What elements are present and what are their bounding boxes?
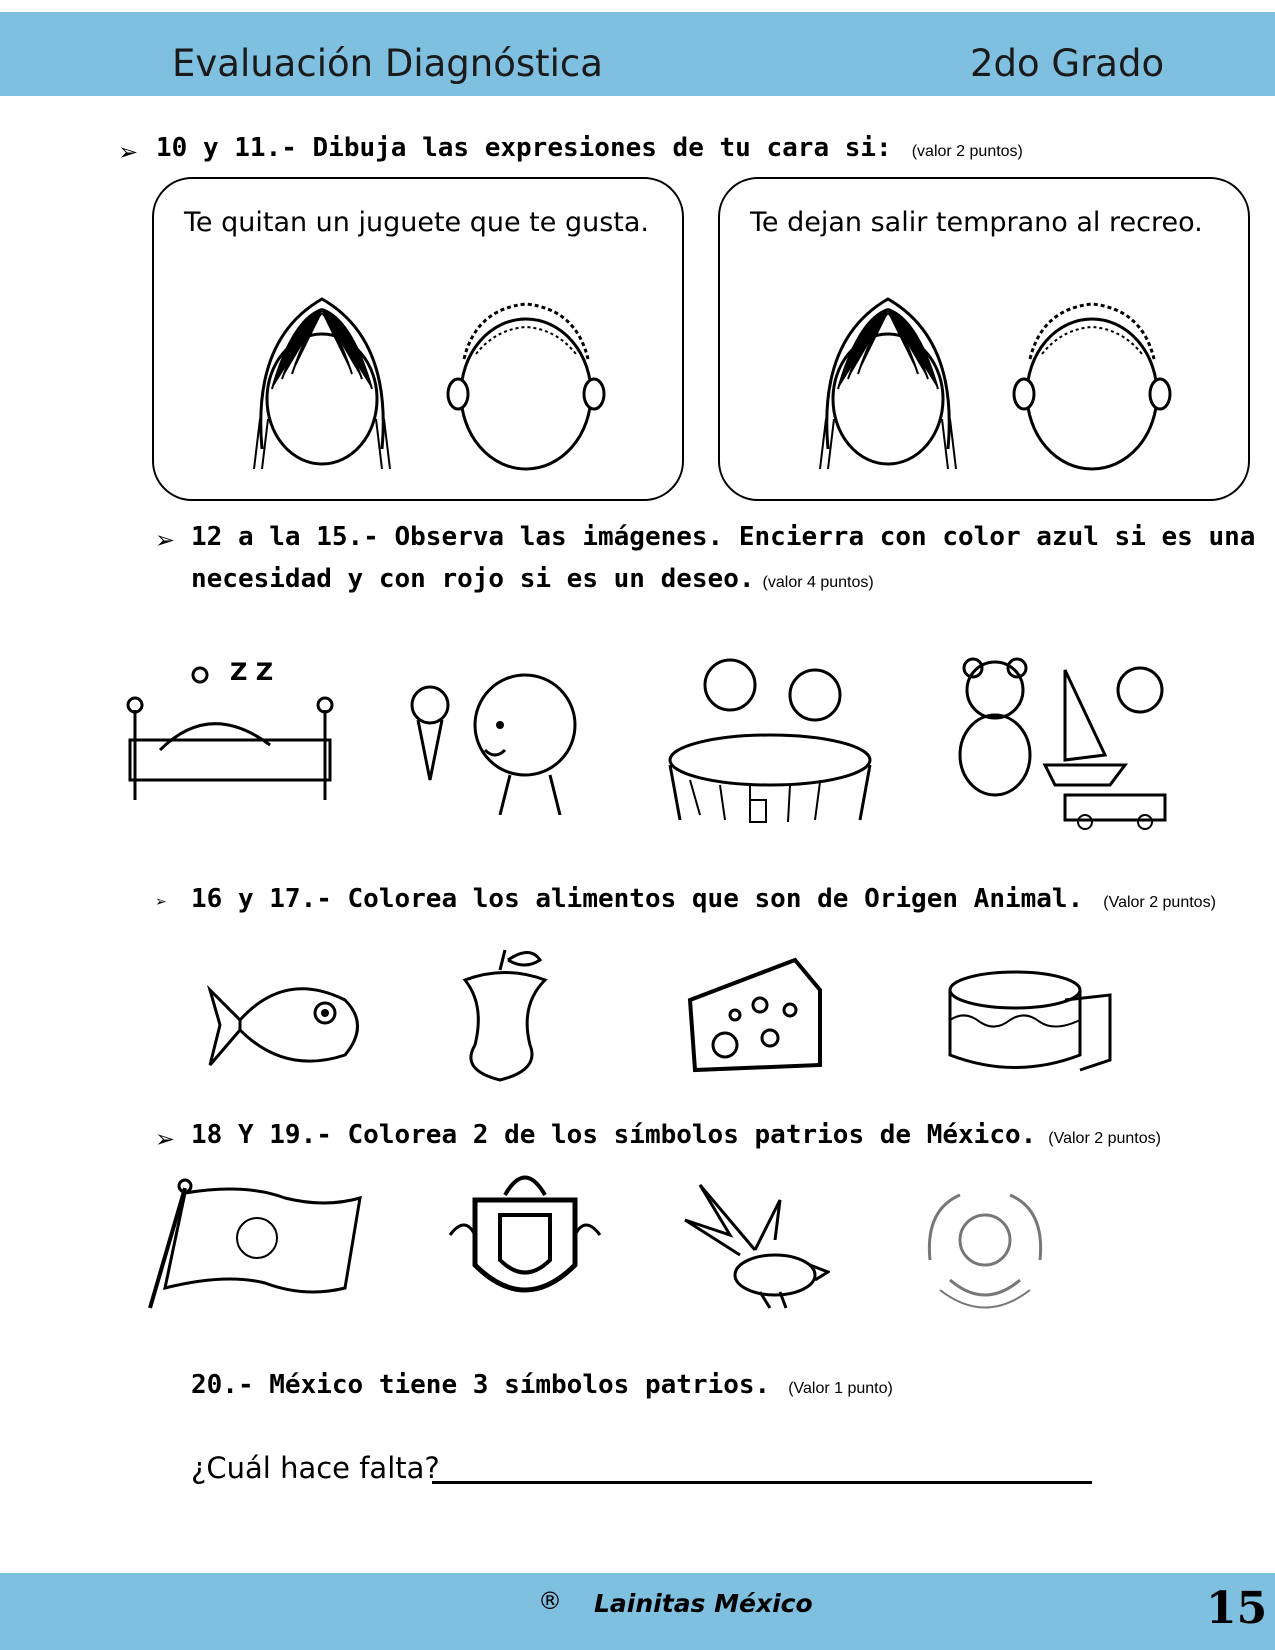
eagle-drawing[interactable]: [680, 1180, 830, 1310]
box-left-caption: Te quitan un juguete que te gusta.: [184, 207, 649, 238]
question-20: [191, 1370, 893, 1400]
fish-drawing[interactable]: [205, 965, 370, 1080]
question-18-19-value: (Valor 2 puntos): [1048, 1130, 1161, 1147]
question-10-11-value: (valor 2 puntos): [911, 143, 1023, 160]
question-20-text: 20.- México tiene 3 símbolos patrios.: [191, 1370, 771, 1400]
box-right-caption: Te dejan salir temprano al recreo.: [750, 207, 1203, 238]
question-18-19-text: 18 Y 19.- Colorea 2 de los símbolos patrios de México.: [191, 1120, 1037, 1150]
question-20-prompt: ¿Cuál hace falta?: [191, 1451, 440, 1485]
question-12-15-text: necesidad y con rojo si es un deseo.: [191, 564, 755, 594]
child-sleeping-bed-drawing[interactable]: [120, 650, 350, 820]
boy-face-drawing[interactable]: [1002, 279, 1182, 479]
bullet-arrow-icon: ➢: [118, 138, 139, 166]
footer-brand: Lainitas México: [594, 1589, 813, 1618]
question-16-17-value: (Valor 2 puntos): [1103, 894, 1216, 911]
question-16-17: [191, 884, 1216, 914]
faces-box-left: [152, 177, 684, 501]
girl-face-drawing[interactable]: [232, 279, 412, 479]
header-title: Evaluación Diagnóstica: [172, 42, 603, 85]
question-20-value: (Valor 1 punto): [788, 1380, 893, 1397]
boy-face-drawing[interactable]: [436, 279, 616, 479]
answer-line[interactable]: [432, 1481, 1092, 1484]
page-footer: [0, 1573, 1275, 1650]
question-12-15-line1: 12 a la 15.- Observa las imágenes. Encierra con color azul si es una: [191, 522, 1256, 552]
page-number: 15: [1206, 1583, 1268, 1634]
mexico-flag-drawing[interactable]: [145, 1178, 370, 1313]
bullet-arrow-icon: ➢: [155, 1125, 176, 1153]
question-16-17-text: 16 y 17.- Colorea los alimentos que son de Origen Animal.: [191, 884, 1084, 914]
page-header: [0, 12, 1275, 96]
faces-box-right: [718, 177, 1250, 501]
question-10-11: [156, 133, 1023, 163]
children-eating-table-drawing[interactable]: [650, 650, 880, 830]
bullet-arrow-icon: ➢: [155, 526, 176, 554]
mexico-national-seal-drawing[interactable]: [910, 1180, 1060, 1320]
cake-drawing[interactable]: [945, 960, 1115, 1080]
apple-core-drawing[interactable]: [440, 945, 570, 1085]
question-18-19: [191, 1120, 1161, 1150]
question-10-11-text: 10 y 11.- Dibuja las expresiones de tu cara si:: [156, 133, 892, 163]
question-12-15-line2: [191, 564, 874, 594]
coat-of-arms-shield-drawing[interactable]: [445, 1155, 605, 1320]
bullet-arrow-icon: ➢: [155, 894, 167, 910]
girl-eating-ice-cream-drawing[interactable]: [400, 665, 600, 815]
svg-text:Z Z: Z Z: [230, 658, 274, 686]
registered-mark: ®: [538, 1587, 562, 1615]
toys-drawing[interactable]: [945, 650, 1185, 830]
header-grade: 2do Grado: [970, 42, 1165, 85]
question-12-15-value: (valor 4 puntos): [762, 574, 874, 591]
girl-face-drawing[interactable]: [798, 279, 978, 479]
cheese-drawing[interactable]: [685, 950, 825, 1075]
